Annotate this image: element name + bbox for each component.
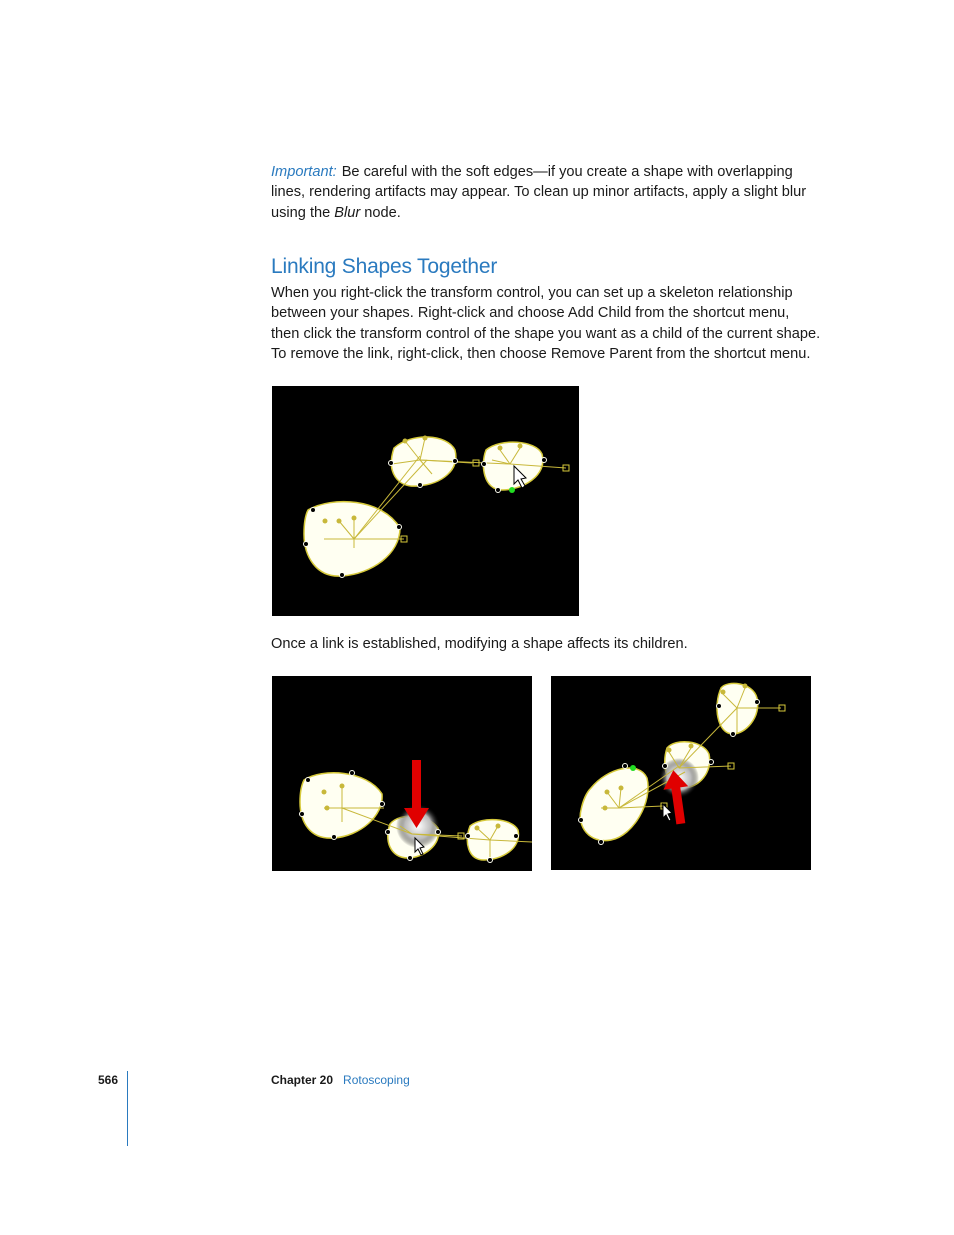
figure-caption: Once a link is established, modifying a shape affects its children. <box>271 636 688 652</box>
important-note <box>271 162 821 223</box>
footer-chapter <box>271 1073 410 1087</box>
important-label: Important: <box>271 164 337 180</box>
blur-emphasis: Blur <box>334 204 361 221</box>
figure-child-moved-up <box>551 676 811 870</box>
page-number: 566 <box>98 1073 119 1087</box>
footer-divider <box>127 1071 128 1146</box>
section-heading: Linking Shapes Together <box>271 255 498 278</box>
section-body: When you right-click the transform control, you can set up a skeleton relationship between your shapes. Right-click and choose Add Child from the shortcut menu, then click the transform control of the shape you want as a child of the current shape. To remove the link, right-click, then choose Remove Parent from the shortcut menu. <box>271 285 821 363</box>
chapter-label: Chapter 20 <box>271 1073 334 1087</box>
important-text-1: Be careful with the soft edges—if you create a shape with overlapping lines, rendering artifacts may appear. To clean up minor artifacts, apply a slight blur using the <box>271 164 807 221</box>
figure-linked-shapes <box>272 386 579 616</box>
important-text-2: node. <box>360 204 401 221</box>
chapter-section: Rotoscoping <box>343 1073 410 1087</box>
figure-parent-moved-down <box>272 676 532 871</box>
